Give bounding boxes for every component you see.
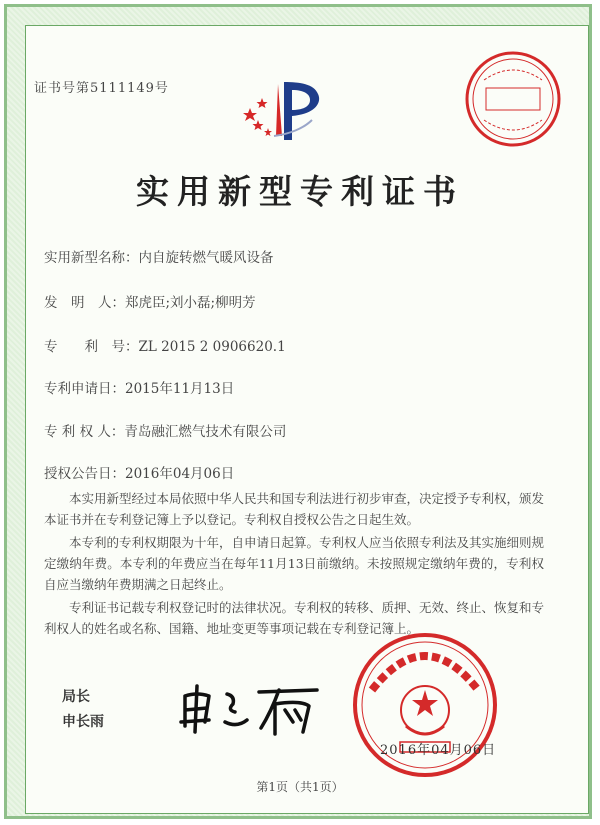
page-number: 第1页（共1页） <box>256 780 344 794</box>
field-value: 青岛融汇燃气技术有限公司 <box>124 424 287 440</box>
legal-text <box>44 488 544 641</box>
handwritten-signature <box>175 682 325 737</box>
field-patent-number <box>44 335 286 355</box>
field-value: 郑虎臣;刘小磊;柳明芳 <box>125 295 256 311</box>
paragraph: 本实用新型经过本局依照中华人民共和国专利法进行初步审查，决定授予专利权，颁发本证书并在专利登记簿上予以登记。专利权自授权公告之日起生效。 <box>44 491 545 527</box>
field-label: 专 利 号： <box>44 339 139 355</box>
signatory-role: 局长 <box>62 689 90 705</box>
paragraph: 专利证书记载专利权登记时的法律状况。专利权的转移、质押、无效、终止、恢复和专利权人的姓名或名称、国籍、地址变更等事项记载在专利登记簿上。 <box>44 600 545 636</box>
small-red-seal <box>458 44 568 154</box>
field-value: ZL 2015 2 0906620.1 <box>138 339 286 355</box>
field-label: 授权公告日： <box>44 466 125 482</box>
document-title: 实用新型专利证书 <box>136 172 464 211</box>
field-value: 2016年04月06日 <box>125 466 235 482</box>
certificate-number: 证书号第5111149号 <box>34 81 169 96</box>
field-application-date <box>44 377 234 397</box>
field-grant-date <box>44 462 234 482</box>
field-value: 2015年11月13日 <box>125 381 235 397</box>
field-label: 专利申请日： <box>44 381 125 397</box>
signatory-name: 申长雨 <box>62 714 104 730</box>
field-patentee <box>44 420 286 440</box>
patent-office-logo <box>238 76 328 146</box>
field-inventors <box>44 291 256 311</box>
field-label: 专 利 权 人： <box>44 424 125 440</box>
field-utility-model-name <box>44 246 274 266</box>
field-label: 实用新型名称： <box>44 250 139 266</box>
field-label: 发 明 人： <box>44 295 125 311</box>
paragraph: 本专利的专利权期限为十年，自申请日起算。专利权人应当依照专利法及其实施细则规定缴纳年费。本专利的年费应当在每年11月13日前缴纳。未按照规定缴纳年费的，专利权自应当缴纳年费期满之日起终止。 <box>44 535 545 592</box>
seal-date: 2016年04月06日 <box>380 743 497 758</box>
field-value: 内自旋转燃气暖风设备 <box>138 250 274 266</box>
